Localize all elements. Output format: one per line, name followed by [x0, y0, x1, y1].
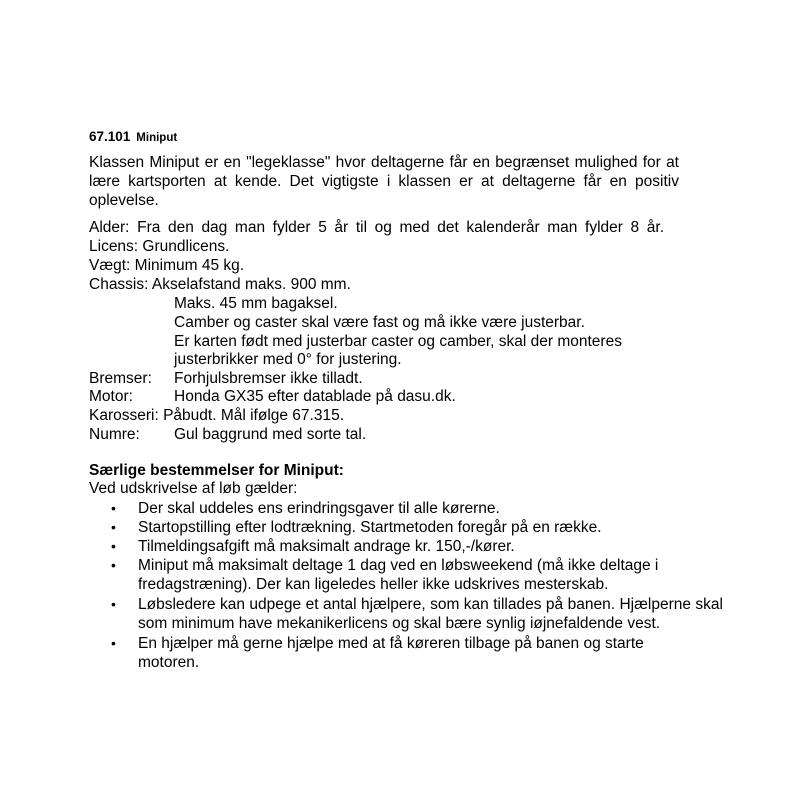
spec-chassis: Chassis: Akselafstand maks. 900 mm.: [89, 276, 351, 293]
bullet-icon: •: [111, 596, 116, 612]
spec-bremser-value: Forhjulsbremser ikke tilladt.: [174, 370, 363, 387]
spec-alder: Alder: Fra den dag man fylder 5 år til og med det kalenderår man fylder 8 år.: [89, 219, 664, 236]
section-name: Miniput: [136, 132, 178, 144]
bullet-icon: •: [111, 519, 116, 535]
list-item-text: Tilmeldingsafgift må maksimalt andrage kr. 150,-/kører.: [138, 538, 515, 555]
list-item-text: Miniput må maksimalt deltage 1 dag ved en løbsweekend (må ikke deltage i fredagstræning). Der kan ligeledes heller ikke udskrives mesterskab.: [138, 557, 659, 593]
list-item-text: Der skal uddeles ens erindringsgaver til alle kørerne.: [138, 500, 500, 517]
spec-motor-label: Motor:: [89, 388, 133, 405]
spec-vaegt: Vægt: Minimum 45 kg.: [89, 257, 245, 274]
special-rules-heading: Særlige bestemmelser for Miniput:: [89, 462, 344, 479]
spec-numre-value: Gul baggrund med sorte tal.: [174, 426, 367, 443]
bullet-icon: •: [111, 538, 116, 554]
spec-karosseri: Karosseri: Påbudt. Mål ifølge 67.315.: [89, 407, 345, 424]
bullet-icon: •: [111, 500, 116, 516]
section-heading: [89, 129, 177, 144]
spec-chassis-line-2: Camber og caster skal være fast og må ikke være justerbar.: [174, 314, 585, 331]
list-item-text: Startopstilling efter lodtrækning. Startmetoden foregår på en række.: [138, 519, 602, 536]
spec-chassis-line-1: Maks. 45 mm bagaksel.: [174, 295, 338, 312]
spec-chassis-line-4: justerbrikker med 0° for justering.: [174, 351, 402, 368]
spec-chassis-line-3: Er karten født med justerbar caster og camber, skal der monteres: [174, 333, 622, 350]
spec-licens: Licens: Grundlicens.: [89, 238, 230, 255]
spec-bremser-label: Bremser:: [89, 370, 152, 387]
intro-paragraph: Klassen Miniput er en "legeklasse" hvor deltagerne får en begrænset mulighed for at lære kartsporten at kende. Det vigtigste i klassen er at deltagerne får en positiv oplevelse.: [89, 154, 679, 209]
spec-numre-label: Numre:: [89, 426, 140, 443]
special-rules-intro: Ved udskrivelse af løb gælder:: [89, 480, 298, 497]
list-item-text: En hjælper må gerne hjælpe med at få køreren tilbage på banen og starte motoren.: [138, 635, 644, 671]
section-number: 67.101: [89, 129, 131, 144]
bullet-icon: •: [111, 635, 116, 651]
bullet-icon: •: [111, 557, 116, 573]
list-item-text: Løbsledere kan udpege et antal hjælpere, som kan tillades på banen. Hjælperne skal som minimum have mekanikerlicens og skal bære synlig iøjnefaldende vest.: [138, 596, 723, 632]
spec-motor-value: Honda GX35 efter datablade på dasu.dk.: [174, 388, 456, 405]
